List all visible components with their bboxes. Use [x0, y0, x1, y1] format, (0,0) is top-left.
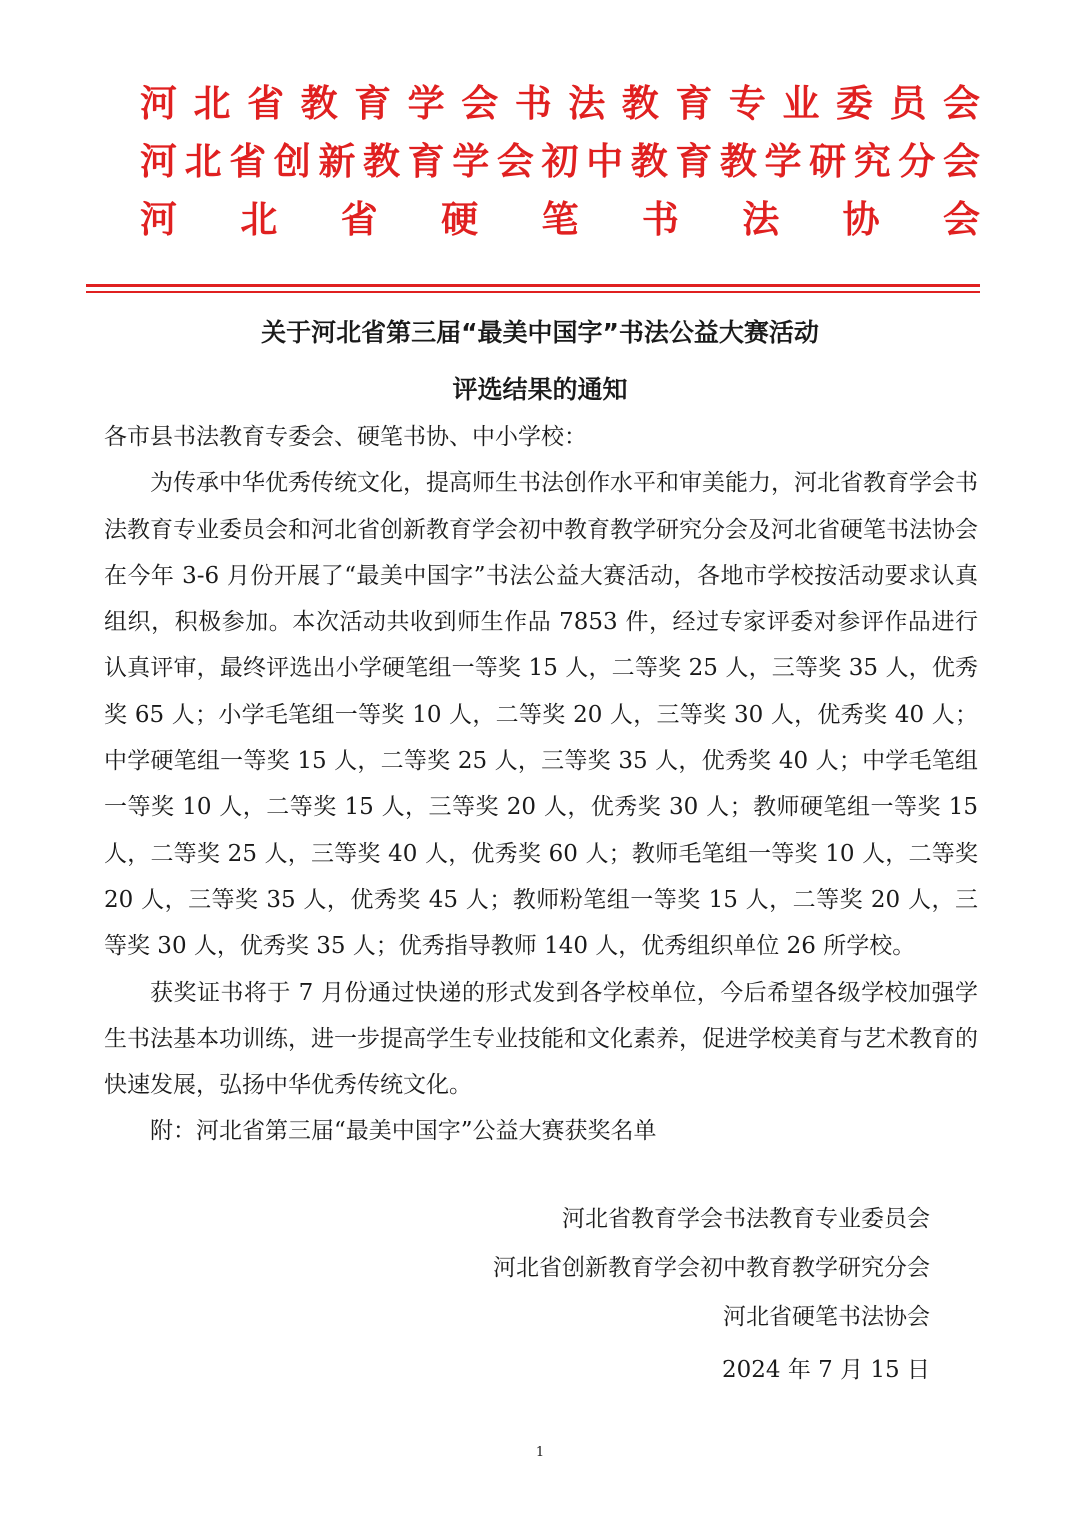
letterhead-char: 省 [229, 140, 267, 183]
letterhead-char: 学 [407, 82, 445, 125]
letterhead-line-2 [140, 136, 980, 188]
letterhead-char: 员 [889, 82, 927, 125]
letterhead-char: 育 [675, 140, 713, 183]
letterhead-char: 会 [942, 82, 980, 125]
letterhead-char: 分 [898, 140, 936, 183]
paragraph-attachment: 附：河北省第三届“最美中国字”公益大赛获奖名单 [150, 1118, 657, 1145]
letterhead-char: 会 [496, 140, 534, 183]
letterhead-char: 教 [363, 140, 401, 183]
page-number: 1 [535, 1445, 545, 1460]
signature-org-2: 河北省创新教育学会初中教育教学研究分会 [493, 1255, 930, 1281]
letterhead-char: 北 [193, 82, 231, 125]
letterhead-char: 究 [853, 140, 891, 183]
letterhead-char: 创 [273, 140, 311, 183]
letterhead-char: 育 [354, 82, 392, 125]
letterhead-char: 会 [942, 140, 980, 183]
paragraph-main: 为传承中华优秀传统文化，提高师生书法创作水平和审美能力，河北省教育学会书法教育专业委员会和河北省创新教育学会初中教育教学研究分会及河北省硬笔书法协会在今年 3-6 月份开展了“最美中国字”书法公益大赛活动，各地市学校按活动要求认真组织，积极参加。本次活动共收到师生作品 7853 件，经过专家评委对参评作品进行认真评审，最终评选出小学硬笔组一等奖 15 人，二等奖 25 人，三等奖 35 人，优秀奖 65 人；小学毛笔组一等奖 10 人，二等奖 20 人，三等奖 30 人，优秀奖 40 人；中学硬笔组一等奖 15 人，二等奖 25 人，三等奖 35 人，优秀奖 40 人；中学毛笔组一等奖 10 人，二等奖 15 人，三等奖 20 人，优秀奖 30 人；教师硬笔组一等奖 15 人，二等奖 25 人，三等奖 40 人，优秀奖 60 人；教师毛笔组一等奖 10 人，二等奖 20 人，三等奖 35 人，优秀奖 45 人；教师粉笔组一等奖 15 人，二等奖 20 人，三等奖 30 人，优秀奖 35 人；优秀指导教师 140 人，优秀组织单位 26 所学校。 [104, 470, 978, 960]
letterhead [140, 78, 980, 246]
letterhead-char: 育 [675, 82, 713, 125]
letterhead-char: 教 [621, 82, 659, 125]
letterhead-char: 中 [586, 140, 624, 183]
letterhead-char: 学 [452, 140, 490, 183]
letterhead-char: 书 [641, 198, 679, 241]
letterhead-char: 教 [630, 140, 668, 183]
letterhead-char: 委 [835, 82, 873, 125]
red-divider-thick [86, 284, 980, 287]
letterhead-char: 法 [568, 82, 606, 125]
letterhead-char: 省 [340, 198, 378, 241]
signature-org-1: 河北省教育学会书法教育专业委员会 [562, 1206, 930, 1232]
letterhead-char: 学 [764, 140, 802, 183]
letterhead-char: 教 [300, 82, 338, 125]
letterhead-char: 研 [809, 140, 847, 183]
notice-title-line-1: 关于河北省第三届“最美中国字”书法公益大赛活动 [261, 318, 819, 347]
paragraph-certificates: 获奖证书将于 7 月份通过快递的形式发到各学校单位，今后希望各级学校加强学生书法基本功训练，进一步提高学生专业技能和文化素养，促进学校美育与艺术教育的快速发展，弘扬中华优秀传统文化。 [104, 979, 978, 1099]
letterhead-char: 会 [943, 198, 980, 241]
letterhead-char: 专 [728, 82, 766, 125]
letterhead-char: 省 [247, 82, 285, 125]
letterhead-char: 法 [742, 198, 780, 241]
letterhead-char: 北 [240, 198, 278, 241]
letterhead-char: 河 [140, 140, 177, 183]
letterhead-char: 教 [719, 140, 757, 183]
signature-org-3: 河北省硬笔书法协会 [723, 1304, 930, 1330]
letterhead-line-3 [140, 194, 980, 246]
letterhead-char: 新 [318, 140, 356, 183]
notice-title-line-2: 评选结果的通知 [452, 375, 628, 404]
letterhead-line-1 [140, 78, 980, 130]
letterhead-char: 笔 [541, 198, 579, 241]
letterhead-char: 协 [842, 198, 880, 241]
notice-body [104, 414, 978, 1155]
letterhead-char: 河 [140, 82, 177, 125]
letterhead-char: 河 [140, 198, 177, 241]
signature-date: 2024 年 7 月 15 日 [722, 1357, 930, 1383]
letterhead-char: 北 [184, 140, 222, 183]
letterhead-char: 会 [461, 82, 499, 125]
letterhead-char: 硬 [441, 198, 479, 241]
letterhead-char: 书 [514, 82, 552, 125]
red-divider-thin [86, 291, 980, 293]
letterhead-char: 初 [541, 140, 579, 183]
salutation: 各市县书法教育专委会、硬笔书协、中小学校： [104, 424, 587, 450]
letterhead-char: 业 [782, 82, 820, 125]
letterhead-char: 育 [407, 140, 445, 183]
signature-block [493, 1195, 930, 1395]
